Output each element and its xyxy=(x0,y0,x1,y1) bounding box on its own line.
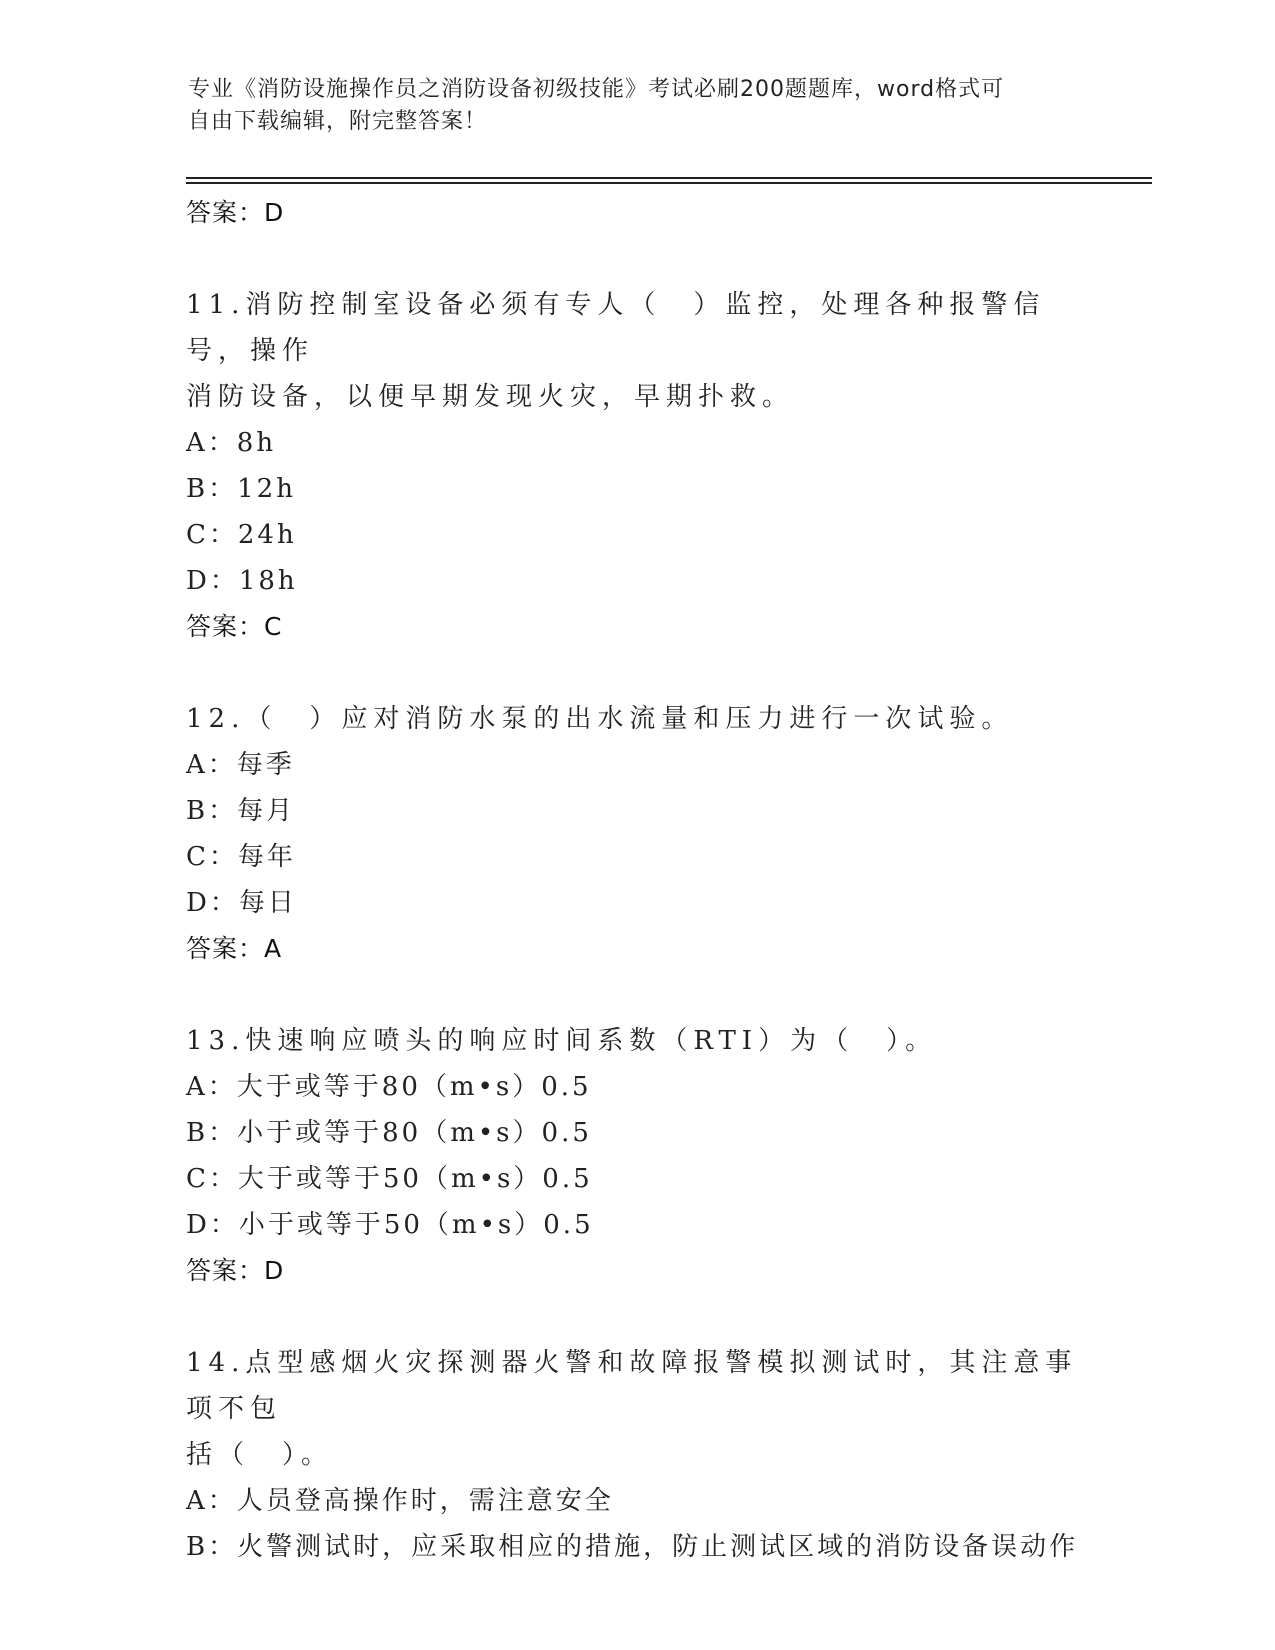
header-divider-bottom xyxy=(186,182,1152,184)
option-a: A：8h xyxy=(186,428,277,458)
header-line-2: 自由下载编辑，附完整答案！ xyxy=(188,109,488,134)
option-a: A：人员登高操作时，需注意安全 xyxy=(186,1486,614,1516)
option-a: A：每季 xyxy=(186,750,295,780)
option-b: B：火警测试时，应采取相应的措施，防止测试区域的消防设备误动作 xyxy=(186,1532,1079,1562)
question-14 xyxy=(186,1340,1086,1570)
document-header xyxy=(188,74,1088,138)
question-text: 13.快速响应喷头的响应时间系数（RTI）为（ ）。 xyxy=(186,1026,938,1056)
option-d: D：小于或等于50（m•s）0.5 xyxy=(186,1210,594,1240)
document-body xyxy=(186,190,1086,1570)
option-b: B：每月 xyxy=(186,796,296,826)
spacer xyxy=(186,236,1086,282)
question-text: 14.点型感烟火灾探测器火警和故障报警模拟测试时，其注意事项不包 xyxy=(186,1348,1078,1424)
option-b: B：12h xyxy=(186,474,296,504)
spacer xyxy=(186,972,1086,1018)
question-12 xyxy=(186,696,1086,972)
option-a: A：大于或等于80（m•s）0.5 xyxy=(186,1072,592,1102)
option-c: C：24h xyxy=(186,520,297,550)
question-text: 括（ ）。 xyxy=(186,1440,334,1470)
option-d: D：每日 xyxy=(186,888,297,918)
option-b: B：小于或等于80（m•s）0.5 xyxy=(186,1118,592,1148)
header-divider-top xyxy=(186,177,1152,179)
header-line-1: 专业《消防设施操作员之消防设备初级技能》考试必刷200题题库，word格式可 xyxy=(188,77,1005,102)
question-13 xyxy=(186,1018,1086,1294)
spacer xyxy=(186,650,1086,696)
option-d: D：18h xyxy=(186,566,298,596)
answer: 答案：A xyxy=(186,934,283,963)
option-c: C：大于或等于50（m•s）0.5 xyxy=(186,1164,593,1194)
question-11 xyxy=(186,282,1086,650)
question-text: 消防设备，以便早期发现火灾，早期扑救。 xyxy=(186,382,795,412)
spacer xyxy=(186,1294,1086,1340)
answer: 答案：D xyxy=(186,1256,285,1285)
question-text: 12.（ ）应对消防水泵的出水流量和压力进行一次试验。 xyxy=(186,704,1014,734)
answer-previous: 答案：D xyxy=(186,198,285,227)
answer: 答案：C xyxy=(186,612,283,641)
option-c: C：每年 xyxy=(186,842,296,872)
question-text: 11.消防控制室设备必须有专人（ ）监控，处理各种报警信号，操作 xyxy=(186,290,1046,366)
